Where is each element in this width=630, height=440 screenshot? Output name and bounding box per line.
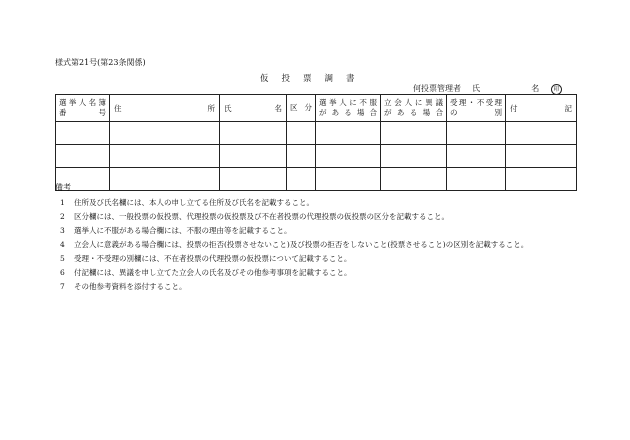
table-cell[interactable] [287,145,316,168]
manager-name-right: 名 [531,84,540,93]
table-cell[interactable] [447,122,506,145]
header-witness-objection-line1: 立会人に異議 [384,98,443,107]
header-category-text: 区分 [290,103,312,112]
note-text: 立会人に意義がある場合欄には、投票の拒否(投票させないこと)及び投票の拒否をしないこと(投票させること)の区別を記載すること。 [74,240,529,249]
header-witness-objection-line2: がある場合 [384,108,443,117]
header-voter-number-line2: 番号 [59,108,106,117]
note-number: 4 [60,240,65,249]
manager-signature-line [413,83,539,94]
document-title: 仮投票調書 [260,74,368,84]
provisional-vote-table [55,94,577,191]
table-cell[interactable] [381,145,447,168]
table-cell[interactable] [110,145,220,168]
header-address-right: 所 [207,103,215,113]
form-number: 様式第21号(第23条関係) [55,58,146,67]
table-cell[interactable] [110,168,220,191]
note-number: 7 [60,282,65,291]
header-name-right: 名 [274,103,282,113]
table-row [56,122,577,145]
list-item [60,266,528,280]
table-cell[interactable] [287,168,316,191]
note-text: 住所及び氏名欄には、本人の申し立てる住所及び氏名を記載すること。 [74,198,314,207]
note-number: 1 [60,198,65,207]
note-text: 選挙人に不服がある場合欄には、不服の理由等を記載すること。 [74,226,292,235]
table-cell[interactable] [447,168,506,191]
note-number: 3 [60,226,65,235]
header-voter-objection-line2: がある場合 [319,108,377,117]
note-text: 受理・不受理の別欄には、不在者投票の代理投票の仮投票について記載すること。 [74,254,352,263]
manager-name-left: 氏 [472,84,481,93]
table-cell[interactable] [220,168,287,191]
header-acceptance [447,95,506,122]
header-remarks [506,95,577,122]
manager-label: 何投票管理者 [413,84,461,93]
header-name [220,95,287,122]
list-item [60,252,528,266]
list-item [60,224,528,238]
table-cell[interactable] [220,145,287,168]
list-item [60,238,528,252]
table-cell[interactable] [506,168,577,191]
table-cell[interactable] [506,145,577,168]
table-row [56,168,577,191]
header-acceptance-line2: の 別 [450,108,502,117]
table-cell[interactable] [316,122,381,145]
header-witness-objection [381,95,447,122]
seal-icon: 印 [551,84,562,95]
list-item [60,280,528,294]
table-cell[interactable] [220,122,287,145]
note-text: 付記欄には、異議を申し立てた立会人の氏名及びその他参考事項を記載すること。 [74,268,352,277]
note-number: 6 [60,268,65,277]
table-cell[interactable] [506,122,577,145]
table-header-row [56,95,577,122]
note-text: 区分欄には、一般投票の仮投票、代理投票の仮投票及び不在者投票の代理投票の仮投票の区分を記載すること。 [74,212,449,221]
table-cell[interactable] [316,145,381,168]
table-cell[interactable] [381,168,447,191]
header-remarks-right: 記 [564,103,572,113]
note-number: 5 [60,254,65,263]
header-remarks-left: 付 [510,103,518,113]
header-name-left: 氏 [224,103,232,113]
header-voter-objection-line1: 選挙人に不服 [319,98,377,107]
table-cell[interactable] [56,122,110,145]
note-text: その他参考資料を添付すること。 [74,282,187,291]
list-item [60,210,528,224]
table-cell[interactable] [381,122,447,145]
table-cell[interactable] [447,145,506,168]
table-cell[interactable] [316,168,381,191]
header-voter-number [56,95,110,122]
header-acceptance-line1: 受理・不受理 [450,98,502,107]
notes-heading: 備考 [55,183,71,192]
header-voter-objection [316,95,381,122]
table-row [56,145,577,168]
header-address-left: 住 [114,103,122,113]
header-category [287,95,316,122]
list-item [60,196,528,210]
table-cell[interactable] [110,122,220,145]
header-voter-number-line1: 選挙人名簿 [59,98,106,107]
header-address [110,95,220,122]
table-cell[interactable] [56,145,110,168]
note-number: 2 [60,212,65,221]
table-cell[interactable] [287,122,316,145]
notes-list [60,196,528,294]
